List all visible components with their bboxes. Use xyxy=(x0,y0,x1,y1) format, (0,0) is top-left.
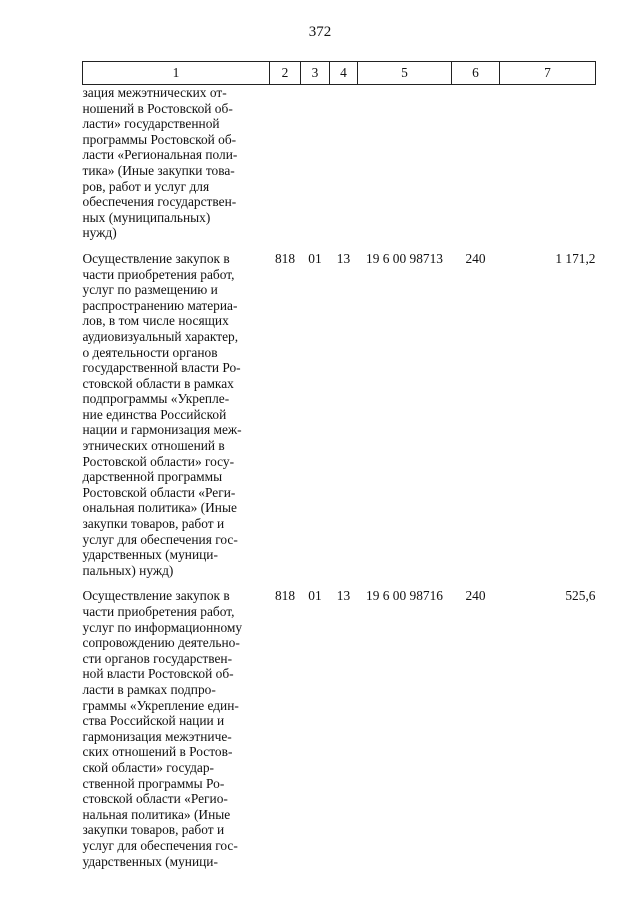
cell-ministry-code: 818 xyxy=(274,588,296,604)
description-line: нации и гармонизация меж- xyxy=(82,422,242,438)
cell-expense-type xyxy=(452,85,500,241)
page-number: 372 xyxy=(308,24,332,40)
description-line: ударственных (муници- xyxy=(82,853,218,869)
description-line: закупки товаров, работ и xyxy=(82,516,225,532)
cell-expense-type: 240 xyxy=(465,588,486,604)
description-line: Осуществление закупок в xyxy=(82,250,230,266)
description-line: ношений в Ростовской об- xyxy=(82,100,233,116)
description-line: гармонизация межэтниче- xyxy=(82,728,232,744)
description-line: сопровождению деятельно- xyxy=(82,635,240,651)
cell-ministry-code: 818 xyxy=(274,250,296,266)
row-spacer xyxy=(83,241,596,251)
description-line: дарственной программы xyxy=(82,469,223,485)
cell-amount: 1 171,2 xyxy=(555,250,596,266)
cell-target-article: 19 6 00 98716 xyxy=(366,588,443,604)
cell-target-article: 19 6 00 98713 xyxy=(366,250,443,266)
column-header-7: 7 xyxy=(500,62,596,85)
description-line: ной власти Ростовской об- xyxy=(82,666,234,682)
cell-amount xyxy=(500,85,596,241)
description-line: ских отношений в Ростов- xyxy=(82,744,233,760)
description-line: Ростовской области «Реги- xyxy=(82,484,236,500)
description-line: стовской области в рамках xyxy=(82,375,234,391)
description-line: услуг по информационному xyxy=(82,619,243,635)
description-line: ональная политика» (Иные xyxy=(82,500,237,516)
description-line: ударственных (муници- xyxy=(82,547,218,563)
description-line: зация межэтнических от- xyxy=(82,85,227,100)
description-line: тика» (Иные закупки това- xyxy=(82,162,235,178)
column-header-5: 5 xyxy=(358,62,452,85)
description-line: этнических отношений в xyxy=(82,438,225,454)
description-line: ных (муниципальных) xyxy=(82,209,211,225)
description-line: закупки товаров, работ и xyxy=(82,822,225,838)
description-line: ласти» государственной xyxy=(82,116,220,132)
description-line: ственной программы Ро- xyxy=(82,775,225,791)
description-line: ласти в рамках подпро- xyxy=(82,681,216,697)
table-row xyxy=(83,85,596,241)
cell-subsection-code xyxy=(330,85,358,241)
description-line: о деятельности органов xyxy=(82,344,218,360)
description-line: распространению материа- xyxy=(82,297,238,313)
description-line: услуг для обеспечения гос- xyxy=(82,531,238,547)
row-description xyxy=(83,251,270,578)
column-header-6: 6 xyxy=(452,62,500,85)
description-line: ние единства Российской xyxy=(82,406,227,422)
cell-target-article xyxy=(358,85,452,241)
description-line: нужд) xyxy=(82,225,117,241)
description-line: услуг для обеспечения гос- xyxy=(82,837,238,853)
description-line: части приобретения работ, xyxy=(82,266,235,282)
table-row xyxy=(83,588,596,869)
description-line: граммы «Укрепление един- xyxy=(82,697,239,713)
description-line: аудиовизуальный характер, xyxy=(82,328,239,344)
description-line: обеспечения государствен- xyxy=(82,194,237,210)
row-description xyxy=(83,85,270,241)
description-line: ласти «Региональная поли- xyxy=(82,147,238,163)
description-line: Осуществление закупок в xyxy=(82,588,230,604)
table-header-row xyxy=(83,62,596,85)
column-header-2: 2 xyxy=(270,62,301,85)
cell-subsection-code: 13 xyxy=(336,588,351,604)
description-line: нальная политика» (Иные xyxy=(82,806,231,822)
description-line: сти органов государствен- xyxy=(82,650,233,666)
cell-expense-type: 240 xyxy=(465,250,486,266)
description-line: ров, работ и услуг для xyxy=(82,178,210,194)
table-row xyxy=(83,251,596,578)
description-line: программы Ростовской об- xyxy=(82,131,237,147)
cell-section-code: 01 xyxy=(308,588,322,604)
cell-subsection-code: 13 xyxy=(336,250,351,266)
cell-amount: 525,6 xyxy=(565,588,596,604)
budget-table xyxy=(82,61,596,869)
column-header-3: 3 xyxy=(301,62,330,85)
row-description xyxy=(83,588,270,869)
column-header-4: 4 xyxy=(330,62,358,85)
description-line: подпрограммы «Укрепле- xyxy=(82,391,230,407)
description-line: пальных) нужд) xyxy=(82,562,174,578)
column-header-1: 1 xyxy=(83,62,270,85)
description-line: услуг по размещению и xyxy=(82,282,218,298)
description-line: ской области» государ- xyxy=(82,759,214,775)
description-line: стовской области «Регио- xyxy=(82,791,228,807)
description-line: части приобретения работ, xyxy=(82,604,235,619)
cell-section-code xyxy=(301,85,330,241)
cell-section-code: 01 xyxy=(308,250,322,266)
row-spacer xyxy=(83,578,596,588)
description-line: Ростовской области» госу- xyxy=(82,453,235,469)
cell-ministry-code xyxy=(270,85,301,241)
description-line: ства Российской нации и xyxy=(82,713,225,729)
description-line: государственной власти Ро- xyxy=(82,360,241,376)
description-line: лов, в том числе носящих xyxy=(82,313,229,329)
